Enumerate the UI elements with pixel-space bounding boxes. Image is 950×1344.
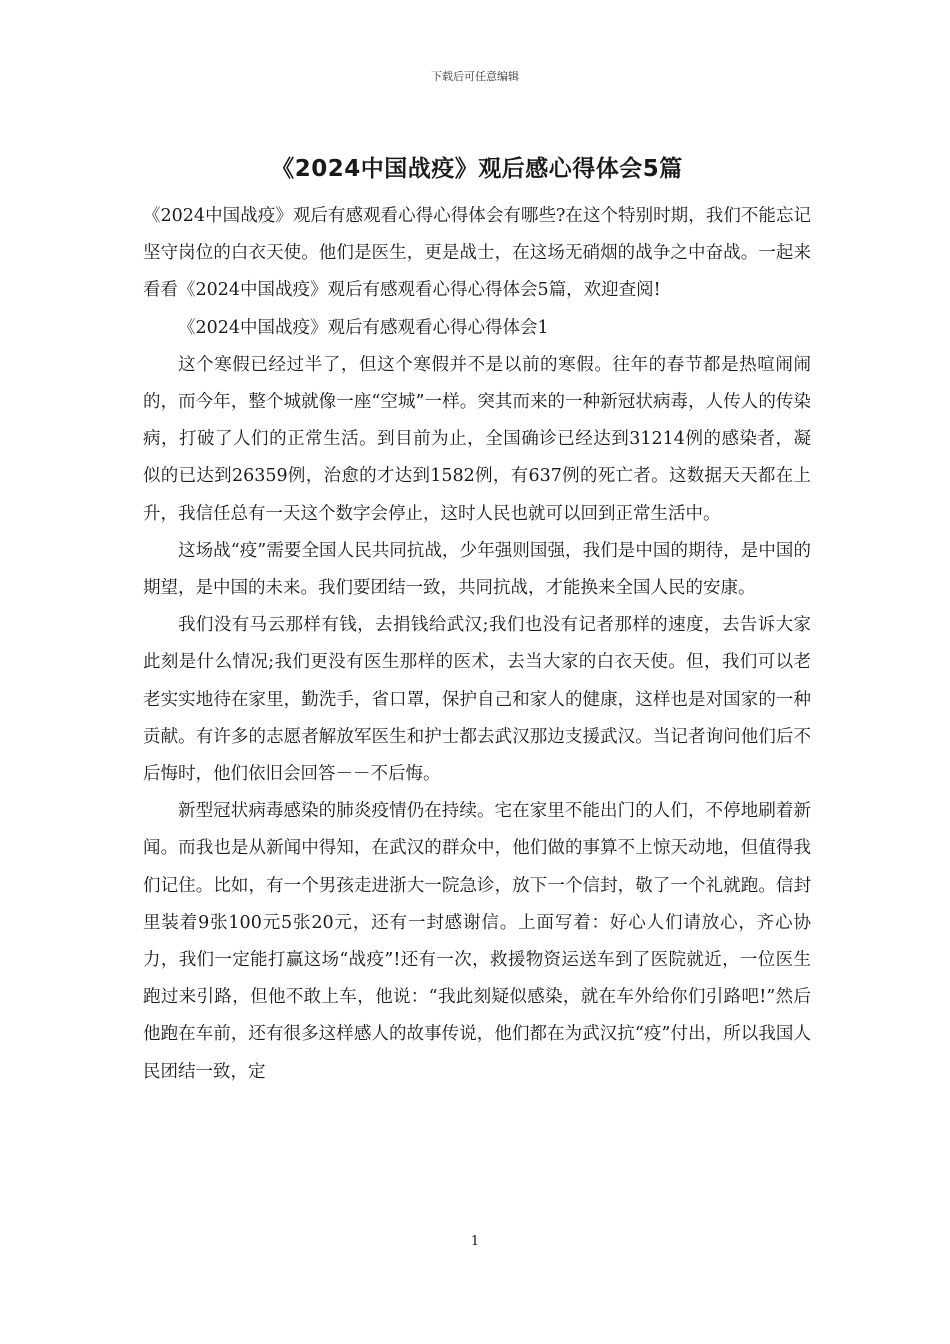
document-title: 《2024中国战疫》观后感心得体会5篇: [271, 156, 683, 182]
section-heading: 《2024中国战疫》观后有感观看心得心得体会1: [178, 317, 549, 338]
header-note: 下载后可任意编辑: [431, 70, 519, 83]
page-number: 1: [470, 1234, 480, 1249]
body-paragraph: 新型冠状病毒感染的肺炎疫情仍在持续。宅在家里不能出门的人们，不停地刷着新闻。而我也是从新闻中得知，在武汉的群众中，他们做的事算不上惊天动地，但值得我们记住。比如，有一个男孩走进浙大一院急诊，放下一个信封，敬了一个礼就跑。信封里装着9张100元5张20元，还有一封感谢信。上面写着：好心人们请放心，齐心协力，我们一定能打赢这场“战疫”!还有一次，救援物资运送车到了医院就近，一位医生跑过来引路，但他不敢上车，他说：“我此刻疑似感染，就在车外给你们引路吧!”然后他跑在车前，还有很多这样感人的故事传说，他们都在为武汉抗“疫”付出，所以我国人民团结一致，定: [143, 801, 811, 1082]
body-paragraph: 我们没有马云那样有钱，去捐钱给武汉;我们也没有记者那样的速度，去告诉大家此刻是什么情况;我们更没有医生那样的医术，去当大家的白衣天使。但，我们可以老老实实地待在家里，勤洗手，省口罩，保护自己和家人的健康，这样也是对国家的一种贡献。有许多的志愿者解放军医生和护士都去武汉那边支援武汉。当记者询问他们后不后悔时，他们依旧会回答－－不后悔。: [143, 615, 811, 785]
document-body: [143, 150, 811, 1091]
body-paragraph: 这个寒假已经过半了，但这个寒假并不是以前的寒假。往年的春节都是热喧闹闹的，而今年，整个城就像一座“空城”一样。突其而来的一种新冠状病毒，人传人的传染病，打破了人们的正常生活。到目前为止，全国确诊已经达到31214例的感染者，凝似的已达到26359例，治愈的才达到1582例，有637例的死亡者。这数据天天都在上升，我信任总有一天这个数字会停止，这时人民也就可以回到正常生活中。: [143, 354, 811, 524]
body-paragraph: 这场战“疫”需要全国人民共同抗战，少年强则国强，我们是中国的期待，是中国的期望，是中国的未来。我们要团结一致，共同抗战，才能换来全国人民的安康。: [143, 540, 811, 599]
intro-paragraph: 《2024中国战疫》观后有感观看心得心得体会有哪些?在这个特别时期，我们不能忘记坚守岗位的白衣天使。他们是医生，更是战士，在这场无硝烟的战争之中奋战。一起来看看《2024中国战疫》观后有感观看心得心得体会5篇，欢迎查阅!: [143, 206, 811, 301]
